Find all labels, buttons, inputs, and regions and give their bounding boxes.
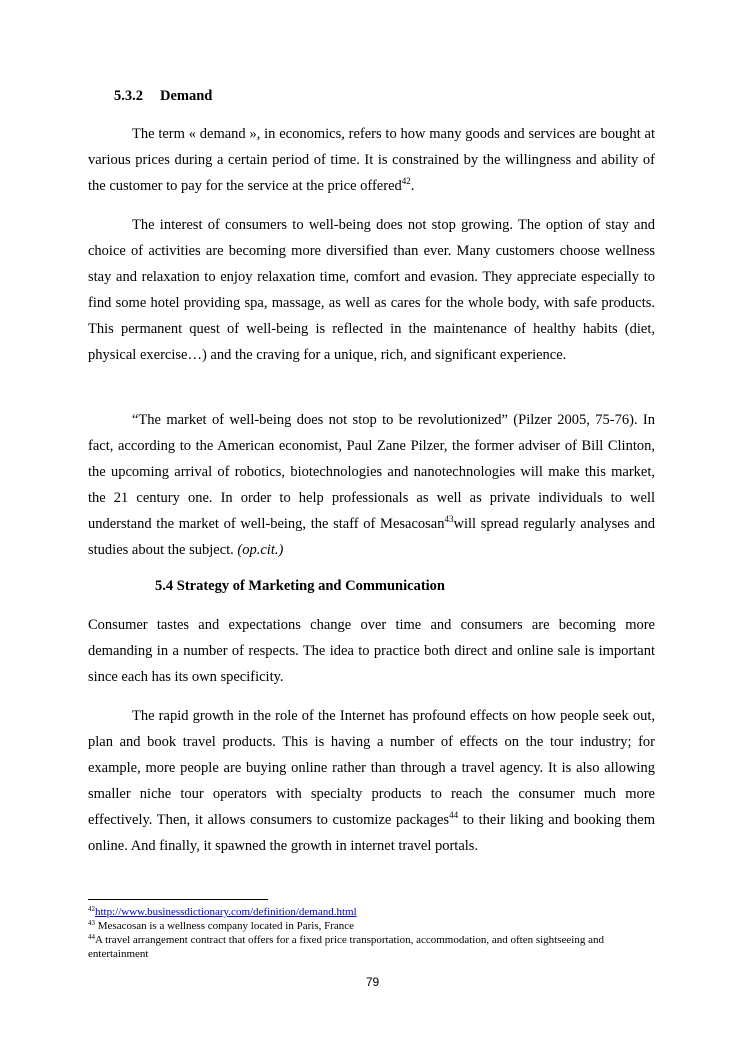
paragraph-text-continued: to their liking and booking them online. And finally, it spawned the growth in internet travel portals. <box>88 812 655 854</box>
paragraph-text-continued: will spread regularly analyses and studies about the subject. <box>88 516 656 558</box>
paragraph-text: The rapid growth in the role of the Internet has profound effects on how people seek out, plan and book travel products. This is having a number of effects on the tour industry; for example, more people are buying online rather than through a travel agency. It is also allowing smaller niche tour operators with specialty products to reach the consumer much more effectively. Then, it allows consumers to customize packages <box>88 708 655 828</box>
paragraph-text-end: . <box>410 178 415 194</box>
footnote-text: Mesacosan is a wellness company located in Paris, France <box>95 920 355 932</box>
footnotes <box>88 905 655 961</box>
paragraph-demand-definition <box>88 121 655 199</box>
paragraph-internet-growth <box>88 703 655 859</box>
footnote-text: A travel arrangement contract that offers for a fixed price transportation, accommodation, and often sightseeing and entertainment <box>88 934 604 960</box>
footnote-separator <box>88 899 268 900</box>
footnote-number: 42 <box>88 905 95 913</box>
paragraph-text: Consumer tastes and expectations change over time and consumers are becoming more demanding in a number of respects. The idea to practice both direct and online sale is important since each has its own specificity. <box>88 617 655 685</box>
section-heading-5-4: 5.4 Strategy of Marketing and Communication <box>155 578 445 594</box>
paragraph-wellbeing-interest <box>88 212 655 368</box>
paragraph-text: “The market of well-being does not stop to be revolutionized” (Pilzer 2005, 75-76). In fact, according to the American economist, Paul Zane Pilzer, the former adviser of Bill Clinton, the upcoming arrival of robotics, biotechnologies and nanotechnologies will make this market, the 21 century one. In order to help professionals as well as private individuals to well understand the market of well-being, the staff of Mesacosan <box>88 412 655 532</box>
citation: (op.cit.) <box>237 542 284 558</box>
paragraph-consumer-tastes <box>88 612 655 690</box>
paragraph-text: The term « demand », in economics, refers to how many goods and services are bought at various prices during a certain period of time. It is constrained by the willingness and ability of the customer to pay for the service at the price offered <box>88 126 655 194</box>
footnote-44 <box>88 933 655 961</box>
section-number: 5.3.2 <box>114 88 143 104</box>
page-number: 79 <box>365 975 380 989</box>
paragraph-wellbeing-market <box>88 407 655 563</box>
footnote-42 <box>88 905 655 919</box>
footnote-number: 43 <box>88 919 95 927</box>
section-title: Demand <box>160 88 213 104</box>
footnote-ref-42[interactable]: 42 <box>401 176 411 186</box>
footnote-43 <box>88 919 655 933</box>
paragraph-text: The interest of consumers to well-being does not stop growing. The option of stay and choice of activities are becoming more diversified than ever. Many customers choose wellness stay and relaxation to enjoy relaxation time, comfort and evasion. They appreciate especially to find some hotel providing spa, massage, as well as cares for the whole body, with safe products. This permanent quest of well-being is reflected in the maintenance of healthy habits (diet, physical exercise…) and the craving for a unique, rich, and significant experience. <box>88 217 655 363</box>
footnote-ref-43[interactable]: 43 <box>444 514 454 524</box>
footnote-link[interactable]: http://www.businessdictionary.com/definition/demand.html <box>95 906 357 918</box>
section-heading-5-3-2 <box>114 88 212 105</box>
footnote-number: 44 <box>88 933 95 941</box>
footnote-ref-44[interactable]: 44 <box>449 810 459 820</box>
